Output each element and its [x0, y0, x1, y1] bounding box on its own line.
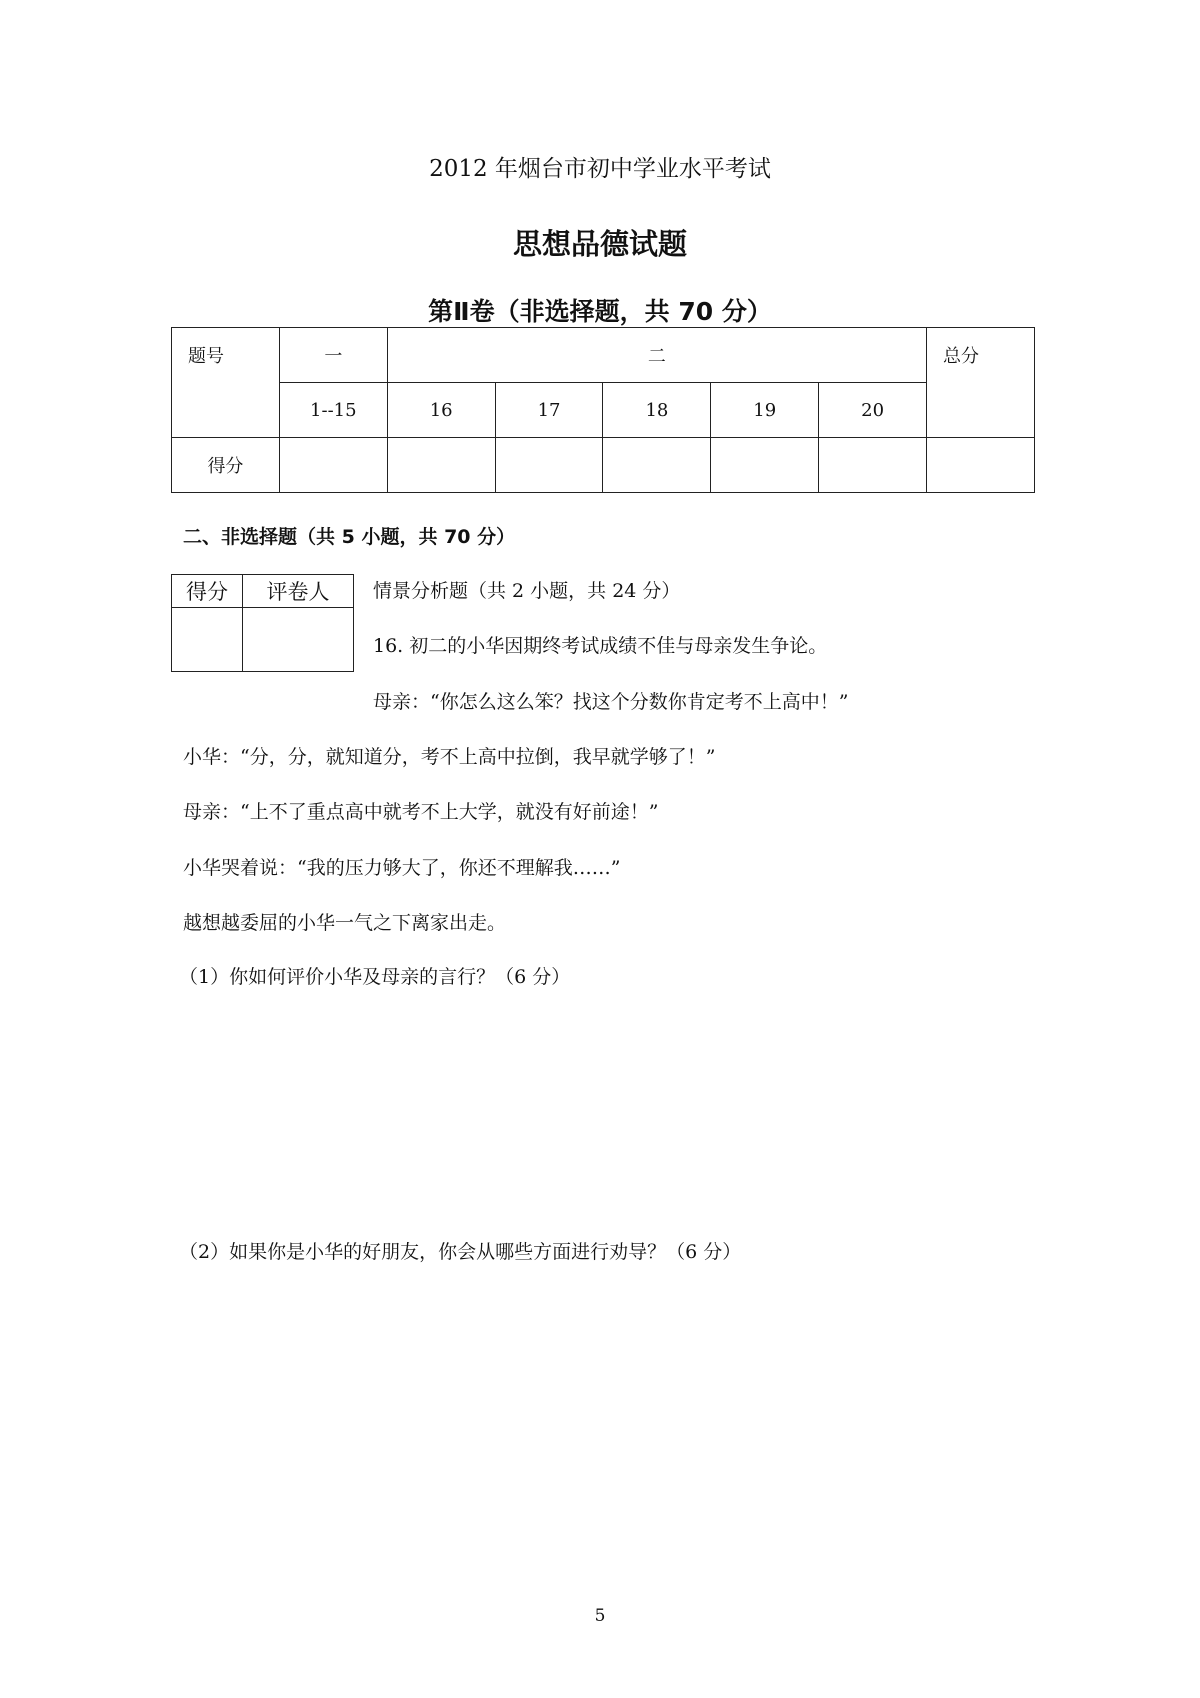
dialog-line: 母亲：“你怎么这么笨？找这个分数你肯定考不上高中！” — [373, 691, 849, 713]
score-table-col-16: 16 — [387, 383, 495, 438]
grader-score-cell[interactable] — [172, 608, 243, 672]
score-cell-1-15[interactable] — [279, 438, 387, 493]
score-table-col-18: 18 — [603, 383, 711, 438]
grader-name-label: 评卷人 — [243, 575, 354, 608]
score-table-section-one: 一 — [279, 328, 387, 383]
dialog-line: 小华哭着说：“我的压力够大了，你还不理解我……” — [183, 857, 621, 879]
question-16-stem: 16. 初二的小华因期终考试成绩不佳与母亲发生争论。 — [373, 635, 828, 657]
score-cell-total[interactable] — [927, 438, 1035, 493]
score-table-number-label: 题号 — [172, 328, 280, 438]
grader-score-label: 得分 — [172, 575, 243, 608]
part-title: 第Ⅱ卷（非选择题，共 70 分） — [428, 297, 772, 326]
score-table-section-two: 二 — [387, 328, 926, 383]
score-cell-16[interactable] — [387, 438, 495, 493]
grader-box — [171, 574, 354, 672]
narration-line: 越想越委屈的小华一气之下离家出走。 — [183, 912, 507, 934]
score-table-col-17: 17 — [495, 383, 603, 438]
score-table — [171, 327, 1035, 493]
score-cell-18[interactable] — [603, 438, 711, 493]
subject-title: 思想品德试题 — [512, 227, 687, 261]
score-table-col-19: 19 — [711, 383, 819, 438]
exam-title: 2012 年烟台市初中学业水平考试 — [429, 156, 771, 182]
sub-question-2: （2）如果你是小华的好朋友，你会从哪些方面进行劝导？（6 分） — [179, 1241, 742, 1263]
score-cell-19[interactable] — [711, 438, 819, 493]
section-heading: 二、非选择题（共 5 小题，共 70 分） — [183, 526, 516, 548]
score-table-col-20: 20 — [819, 383, 927, 438]
score-cell-17[interactable] — [495, 438, 603, 493]
grader-name-cell[interactable] — [243, 608, 354, 672]
score-table-col-1-15: 1--15 — [279, 383, 387, 438]
score-table-score-label: 得分 — [172, 438, 280, 493]
question-intro: 情景分析题（共 2 小题，共 24 分） — [373, 580, 681, 602]
score-cell-20[interactable] — [819, 438, 927, 493]
dialog-line: 小华：“分，分，就知道分，考不上高中拉倒，我早就学够了！” — [183, 746, 716, 768]
dialog-line: 母亲：“上不了重点高中就考不上大学，就没有好前途！” — [183, 801, 659, 823]
sub-question-1: （1）你如何评价小华及母亲的言行？（6 分） — [179, 966, 571, 988]
score-table-total-label: 总分 — [927, 328, 1035, 438]
page-number: 5 — [594, 1606, 606, 1626]
